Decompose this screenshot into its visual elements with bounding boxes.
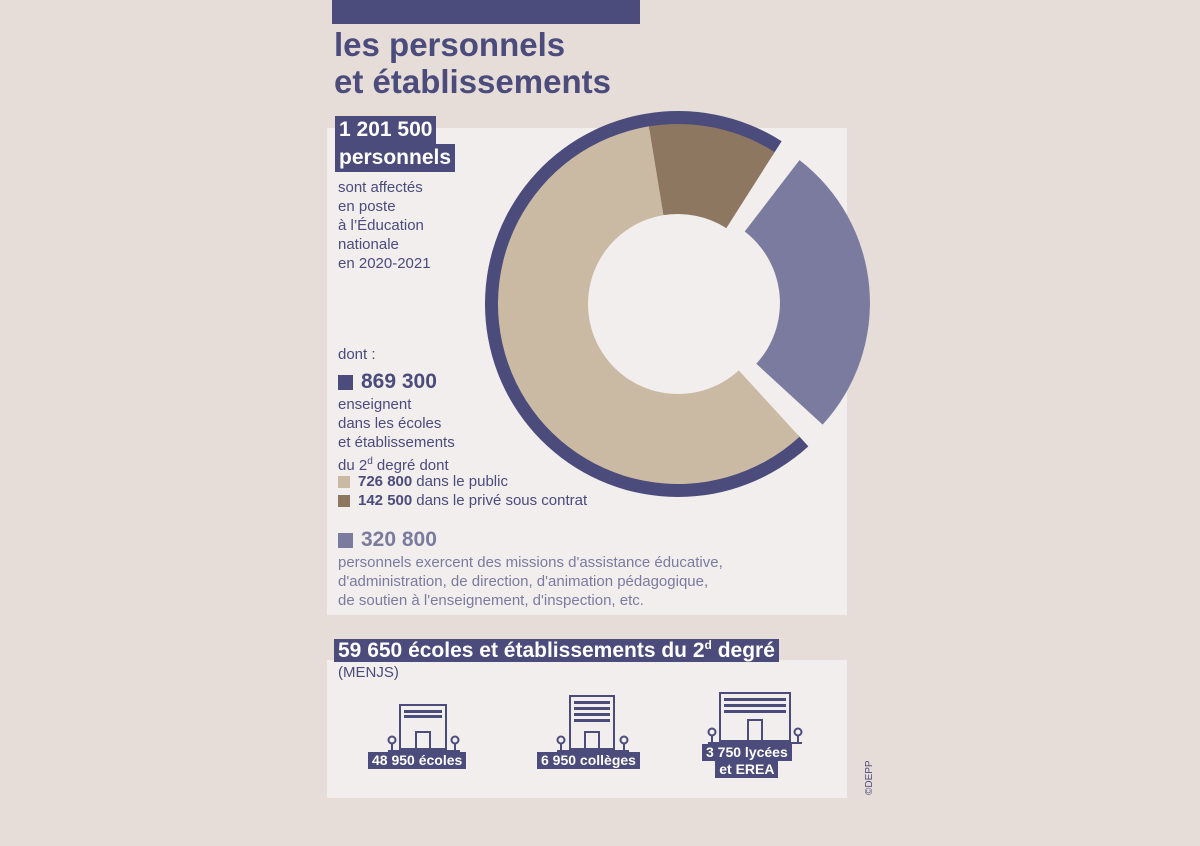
teaching-square-icon — [338, 375, 353, 390]
college-building-icon — [555, 694, 631, 752]
other-value: 320 800 — [338, 528, 437, 552]
ecoles-label: 48 950 écoles — [368, 752, 466, 769]
teaching-value: 869 300 — [338, 370, 437, 394]
lycee-building-icon — [706, 690, 804, 744]
teaching-description: enseignent dans les écoles et établissements du 2$^d$ degré dont — [338, 396, 455, 474]
legend-public: 726 800 dans le public — [338, 473, 508, 490]
top-accent-bar — [332, 0, 640, 24]
lycees-label: 3 750 lycées et EREA — [702, 744, 792, 778]
slice-other — [745, 160, 870, 424]
total-description: sont affectés en poste à l’Éducation nationale en 2020-2021 — [338, 179, 431, 272]
source-label: (MENJS) — [338, 664, 399, 681]
copyright: ©DEPP — [864, 760, 875, 795]
legend-private: 142 500 dans le privé sous contrat — [338, 492, 587, 509]
other-description: personnels exercent des missions d'assistance éducative, d'administration, de direction, d'animation pédagogique, de soutien à l'enseignement, d'inspection, etc. — [338, 554, 723, 609]
dont-label: dont : — [338, 346, 376, 363]
public-square-icon — [338, 476, 350, 488]
total-personnel: 1 201 500 personnels — [335, 116, 455, 172]
donut-chart — [478, 104, 878, 504]
private-square-icon — [338, 495, 350, 507]
other-square-icon — [338, 533, 353, 548]
school-building-icon — [386, 700, 462, 752]
page-title: les personnels et établissements — [334, 26, 611, 100]
colleges-label: 6 950 collèges — [537, 752, 640, 769]
schools-title: 59 650 écoles et établissements du 2$^d$ degré — [334, 631, 779, 665]
